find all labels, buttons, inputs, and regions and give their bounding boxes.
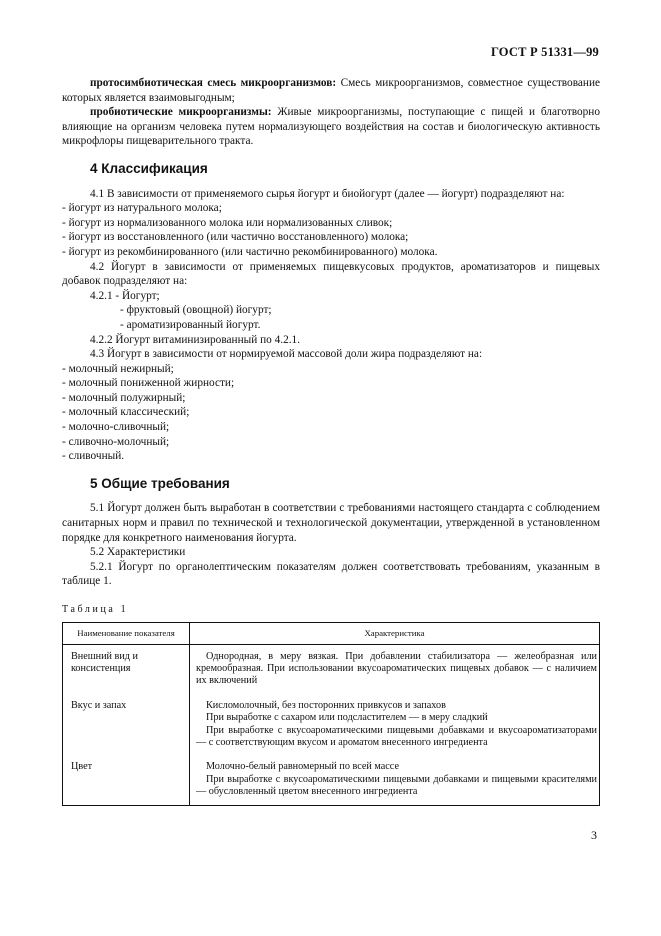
definition-protosymbiotic xyxy=(62,76,600,105)
section-4-title: 4 Классификация xyxy=(90,160,208,176)
definition-text: Живые микроорганизмы, поступающие с пищей и благотворно влияющие на организм человека путем нормализующего воздействия на состав и биологическую активность микрофлоры пищеварительного тракта. xyxy=(62,106,600,148)
list-item: - молочный пониженной жирности; xyxy=(62,377,235,390)
paragraph-5-1: 5.1 Йогурт должен быть выработан в соответствии с требованиями настоящего стандарта с соблюдением санитарных норм и правил по технической и технологической документации, утвержденной в установленном порядке для конкретного наименования йогурта. xyxy=(62,502,600,544)
paragraph-5-2-1: 5.2.1 Йогурт по органолептическим показателям должен соответствовать требованиям, указанным в таблице 1. xyxy=(62,560,600,588)
characteristic-cell xyxy=(190,755,600,805)
list-item: - молочный классический; xyxy=(62,406,190,419)
indicator-cell: Цвет xyxy=(63,755,190,805)
characteristic-line: Молочно-белый равномерный по всей массе xyxy=(206,761,399,773)
table-row xyxy=(63,755,600,805)
list-item: - молочный полужирный; xyxy=(62,391,186,404)
paragraph-4-3: 4.3 Йогурт в зависимости от нормируемой массовой доли жира подразделяют на: xyxy=(90,348,483,361)
characteristic-line: При выработке с вкусоароматическими пищевыми добавками и вкусоароматизаторами — с соответствующим вкусом и ароматом внесенного ингредиента xyxy=(196,724,597,749)
table-caption: Таблица 1 xyxy=(62,604,129,615)
characteristic-line: При выработке с сахаром или подсластителем — в меру сладкий xyxy=(206,712,488,724)
list-item: - сливочно-молочный; xyxy=(62,435,170,448)
characteristic-cell xyxy=(190,694,600,756)
indicator-cell: Внешний вид и консистенция xyxy=(63,644,190,694)
paragraph-4-1: 4.1 В зависимости от применяемого сырья йогурт и биойогурт (далее — йогурт) подразделяют на: xyxy=(90,187,565,200)
paragraph-4-2: 4.2 Йогурт в зависимости от применяемых пищевкусовых продуктов, ароматизаторов и пищевых добавок подразделяют на: xyxy=(62,260,600,288)
indicator-cell: Вкус и запах xyxy=(63,694,190,756)
definition-text: Смесь микроорганизмов, совместное существование которых является взаимовыгодным; xyxy=(62,77,601,104)
column-header-characteristic: Характеристика xyxy=(190,622,600,644)
list-item: - йогурт из восстановленного (или частично восстановленного) молока; xyxy=(62,231,409,244)
list-item: - сливочный. xyxy=(62,450,125,463)
list-item: - молочно-сливочный; xyxy=(62,421,170,434)
section-5-title: 5 Общие требования xyxy=(90,475,230,491)
organoleptic-table xyxy=(62,622,600,806)
characteristic-cell xyxy=(190,644,600,694)
definition-term: пробиотические микроорганизмы: xyxy=(90,106,272,119)
page-content xyxy=(62,76,600,806)
definition-probiotic xyxy=(62,105,600,149)
list-item: - йогурт из рекомбинированного (или частично рекомбинированного) молока. xyxy=(62,245,438,258)
definition-term: протосимбиотическая смесь микроорганизмов: xyxy=(90,77,337,89)
table-header-row xyxy=(63,622,600,644)
paragraph-4-2-1: 4.2.1 - Йогурт; xyxy=(90,289,160,302)
list-item: - йогурт из натурального молока; xyxy=(62,202,222,215)
list-item: - йогурт из нормализованного молока или нормализованных сливок; xyxy=(62,216,393,229)
standard-header: ГОСТ Р 51331—99 xyxy=(490,45,599,59)
paragraph-5-2: 5.2 Характеристики xyxy=(90,546,186,559)
characteristic-line: При выработке с вкусоароматическими пищевыми добавками и пищевыми красителями — обусловленный цветом внесенного ингредиента xyxy=(196,773,597,798)
list-item: - ароматизированный йогурт. xyxy=(120,318,261,331)
list-item: - молочный нежирный; xyxy=(62,362,174,375)
characteristic-line: Однородная, в меру вязкая. При добавлении стабилизатора — желеобразная или кремообразная. При использовании вкусоароматических пищевых добавок — с наличием их включений xyxy=(196,650,597,687)
characteristic-line: Кисломолочный, без посторонних привкусов и запахов xyxy=(206,699,446,711)
table-row xyxy=(63,694,600,756)
list-item: - фруктовый (овощной) йогурт; xyxy=(120,304,272,317)
page-number: 3 xyxy=(591,828,597,842)
table-row xyxy=(63,644,600,694)
column-header-indicator: Наименование показателя xyxy=(63,622,190,644)
paragraph-4-2-2: 4.2.2 Йогурт витаминизированный по 4.2.1. xyxy=(90,333,301,346)
